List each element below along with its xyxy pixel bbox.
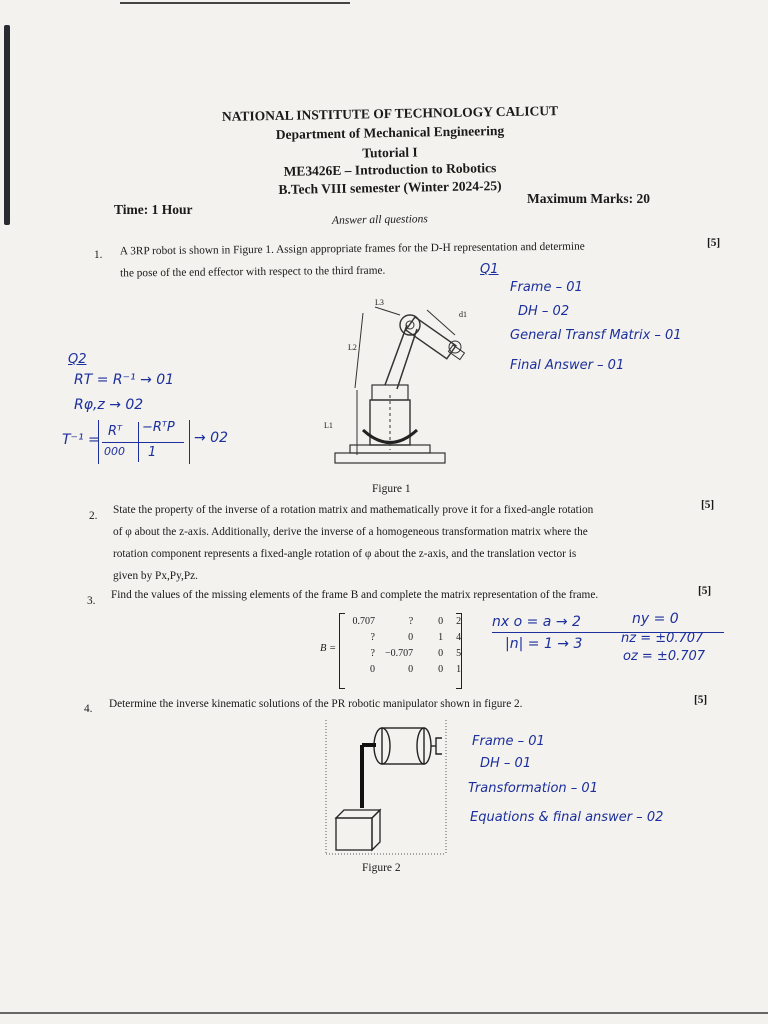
matrix-cell: 4 [456,631,462,643]
question-3-text [111,584,598,606]
handwritten-q2-inverse-entry: 000 [104,445,125,458]
maximum-marks: Maximum Marks: 20 [527,191,650,206]
question-4-line: Determine the inverse kinematic solutions of the PR robotic manipulator shown in figure 2. [109,698,523,710]
matrix-cell: 0 [438,663,444,675]
matrix-cell: −0.707 [385,647,414,659]
handwritten-q2-inverse-divider [138,422,139,462]
question-2-line: State the property of the inverse of a rotation matrix and mathematically prove it for a fixed-angle rotation [113,504,594,516]
matrix-cell: 5 [456,647,462,659]
handwritten-q3-item: oz = ±0.707 [623,649,706,664]
question-3-number: 3. [87,595,96,607]
course-title: ME3426E – Introduction to Robotics [283,160,497,179]
question-3-line: Find the values of the missing elements of the frame B and complete the matrix representation of the frame. [111,589,599,601]
question-1-line: A 3RP robot is shown in Figure 1. Assign appropriate frames for the D-H representation and determine [119,240,585,258]
figure-1-label-d1: d1 [459,310,467,319]
handwritten-q1-item: Frame – 01 [510,280,583,295]
matrix-b [340,613,466,677]
matrix-cell: ? [408,615,414,627]
question-2-line: given by Px,Py,Pz. [113,570,198,582]
handwritten-q1-item: DH – 02 [518,304,570,319]
matrix-cell: 0.707 [352,615,375,627]
matrix-row [340,629,466,645]
matrix-cell: 0 [370,663,375,675]
handwritten-q3-item: nx o = a → 2 [492,614,581,630]
figure-1-caption: Figure 1 [372,483,411,495]
handwritten-q3-item: |n| = 1 → 3 [505,636,583,652]
question-2-marks: [5] [701,499,715,511]
handwritten-q2-item: RT = R⁻¹ → 01 [74,372,175,388]
figure-1-label-l1: L1 [324,421,333,430]
handwritten-q1-item: Final Answer – 01 [510,358,625,373]
question-3-marks: [5] [698,585,712,597]
semester-info: B.Tech VIII semester (Winter 2024-25) [278,178,502,197]
question-2-line: rotation component represents a fixed-angle rotation of φ about the z-axis, and the translation vector is [113,548,577,560]
matrix-cell: ? [370,647,375,659]
matrix-cell: 0 [438,615,444,627]
handwritten-q2-inverse-lhs: T⁻¹ = [62,432,100,448]
question-4-text [109,693,523,715]
handwritten-q2-inverse-divider [102,442,184,443]
handwritten-q3-item: ny = 0 [632,611,679,627]
handwritten-q4-item: Equations & final answer – 02 [470,810,664,825]
handwritten-q3-item: nz = ±0.707 [621,631,704,646]
handwritten-q2-inverse-entry: 1 [148,445,157,460]
page-edge-shadow [4,25,10,225]
handwritten-q4-item: DH – 01 [480,756,532,771]
matrix-cell: 0 [438,647,444,659]
question-1-text [120,236,585,285]
matrix-cell: 0 [408,663,414,675]
handwritten-q2-inverse-entry: Rᵀ [108,424,123,439]
matrix-cell: 2 [456,615,462,627]
matrix-cell: 1 [438,631,444,643]
matrix-row [340,613,466,629]
question-4-marks: [5] [694,694,708,706]
figure-1-label-l2: L2 [348,343,357,352]
question-4-number: 4. [84,703,93,715]
matrix-cell: 0 [408,631,414,643]
matrix-row [340,661,466,677]
tutorial-title: Tutorial I [362,144,418,161]
institute-name: NATIONAL INSTITUTE OF TECHNOLOGY CALICUT [221,103,559,124]
department-name: Department of Mechanical Engineering [275,123,505,142]
figure-2-manipulator [324,718,449,856]
matrix-b-label: B = [320,643,337,654]
question-2-line: of φ about the z-axis. Additionally, derive the inverse of a homogeneous transformation matrix where the [113,526,588,538]
question-1-marks: [5] [707,237,721,249]
handwritten-q1-tag: Q1 [480,262,499,277]
question-1-line: the pose of the end effector with respect to the third frame. [120,264,386,280]
question-1-number: 1. [94,249,103,261]
question-2-number: 2. [89,510,98,522]
handwritten-q2-score: → 02 [194,430,228,446]
page-edge-line [120,2,350,4]
handwritten-q2-inverse-entry: −RᵀP [142,420,175,435]
figure-2-caption: Figure 2 [362,862,401,874]
matrix-cell: 1 [456,663,462,675]
handwritten-q4-item: Transformation – 01 [468,781,598,796]
page-edge-line-bottom [0,1012,768,1014]
handwritten-q2-tag: Q2 [68,352,87,367]
figure-1-label-l3: L3 [375,298,384,307]
time-limit: Time: 1 Hour [114,202,193,217]
instructions: Answer all questions [331,213,428,227]
handwritten-q4-item: Frame – 01 [472,734,545,749]
handwritten-q2-item: Rφ,z → 02 [74,397,144,413]
matrix-cell: ? [370,631,375,643]
matrix-row [340,645,466,661]
question-2-text [113,499,593,587]
handwritten-q1-item: General Transf Matrix – 01 [510,328,682,343]
